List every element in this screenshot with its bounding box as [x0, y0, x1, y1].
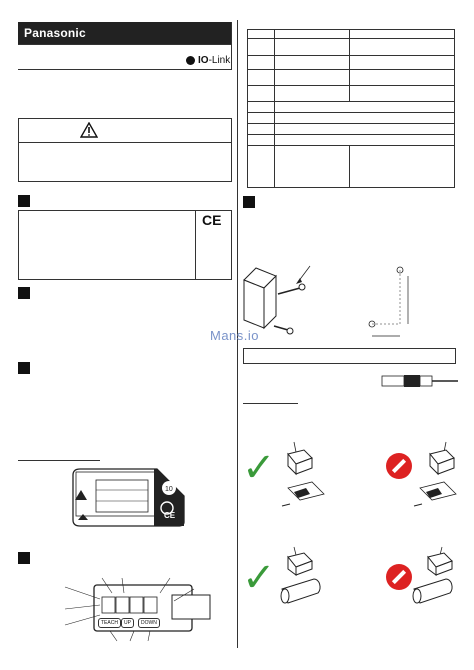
- brand-logo: Panasonic: [24, 26, 86, 40]
- usage-diagram-wrong-1: [412, 440, 462, 512]
- down-key: DOWN: [138, 618, 160, 628]
- spec-box: [18, 210, 232, 280]
- io-link-prefix: IO: [198, 55, 209, 66]
- watermark: Mans.io: [210, 328, 260, 343]
- svg-text:10: 10: [165, 486, 173, 493]
- connector-illustration: [380, 370, 460, 392]
- svg-text:CE: CE: [164, 511, 176, 520]
- product-label-illustration: [72, 468, 186, 528]
- note-bar: [243, 348, 456, 364]
- check-icon: ✓: [242, 556, 276, 600]
- spec-table: [247, 29, 455, 188]
- section-marker: [243, 196, 255, 208]
- warning-divider: [18, 142, 232, 143]
- ce-mark-icon: CE: [202, 212, 222, 228]
- section-marker: [18, 195, 30, 207]
- prohibit-icon: [386, 453, 412, 479]
- section-marker: [18, 287, 30, 299]
- usage-diagram-correct-2: [280, 545, 330, 607]
- io-link-logo: [186, 55, 230, 66]
- io-link-suffix: -Link: [208, 55, 231, 66]
- spec-box-divider: [195, 210, 196, 280]
- header-right-border: [231, 22, 232, 70]
- sub-heading-rule: [243, 403, 298, 404]
- section-marker: [18, 362, 30, 374]
- header-bottom-border: [18, 69, 232, 70]
- section-marker: [18, 552, 30, 564]
- dimension-illustration: [362, 262, 422, 340]
- up-key: UP: [121, 618, 134, 628]
- usage-diagram-wrong-2: [412, 545, 462, 607]
- check-icon: ✓: [242, 446, 276, 490]
- warning-box: [18, 118, 232, 182]
- io-link-icon: [186, 56, 195, 65]
- sub-heading-rule: [18, 460, 100, 461]
- prohibit-icon: [386, 564, 412, 590]
- usage-diagram-correct-1: [280, 440, 330, 512]
- device-panel-illustration: [62, 575, 212, 647]
- header-left-border: [18, 44, 232, 45]
- teach-key: TEACH: [98, 618, 121, 628]
- warning-icon: [80, 122, 98, 138]
